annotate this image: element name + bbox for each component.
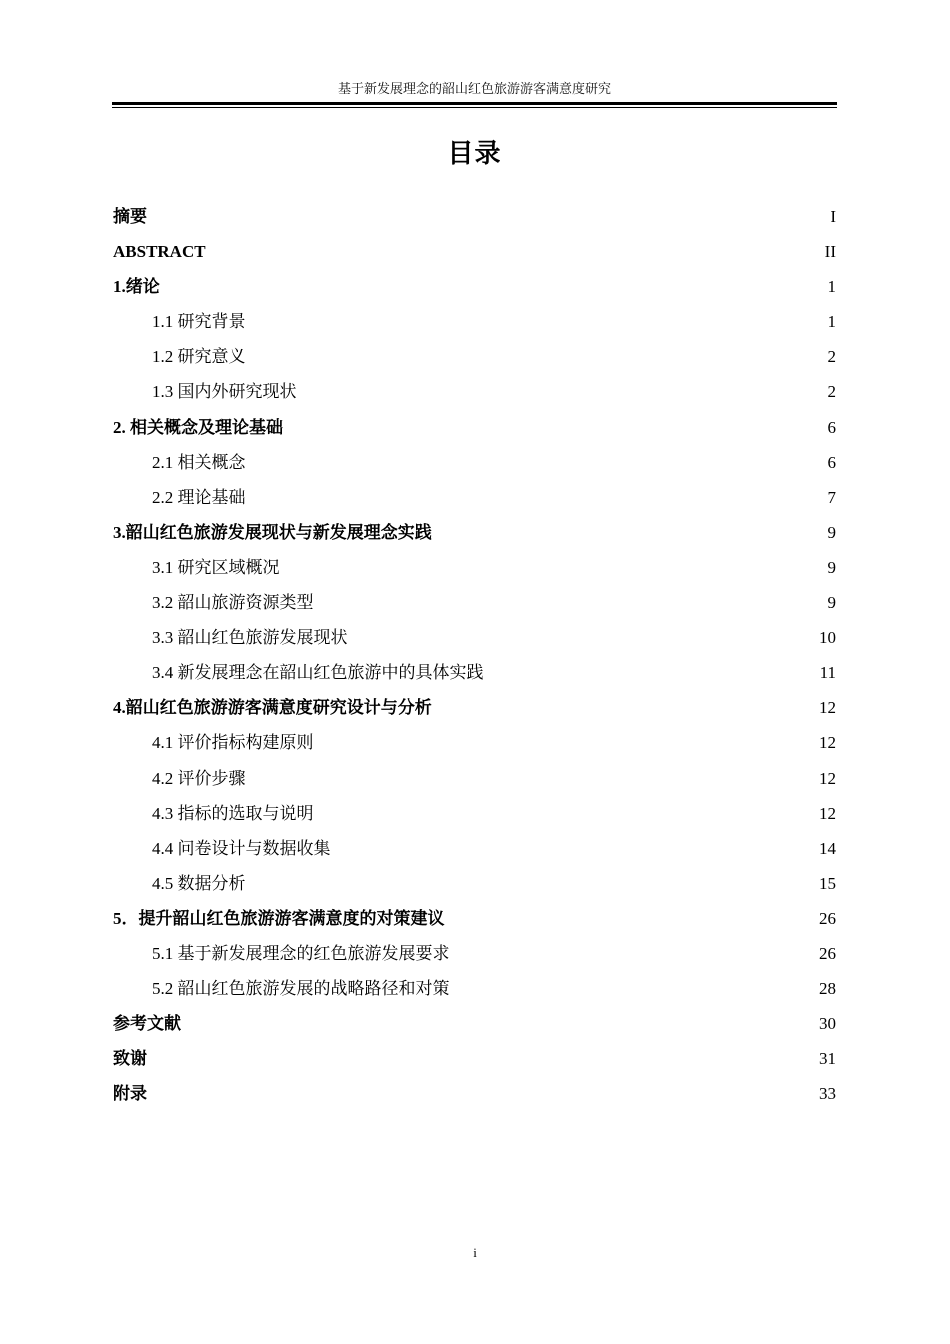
toc-section-entry[interactable] xyxy=(113,445,836,480)
toc-entry-label: 4.2 评价步骤 xyxy=(152,768,246,788)
header-rule-thick xyxy=(112,102,837,105)
toc-entry-page: 1 xyxy=(827,277,836,297)
page-number: i xyxy=(473,1245,477,1260)
toc-chapter-entry[interactable] xyxy=(113,690,836,725)
toc-entry-page: 26 xyxy=(819,943,836,963)
toc-entry-page: 12 xyxy=(819,768,836,788)
toc-entry-page: 9 xyxy=(827,593,836,613)
toc-entry-label: 参考文献 xyxy=(113,1014,181,1034)
toc-section-entry[interactable] xyxy=(113,866,836,901)
toc-entry-label: 2.1 相关概念 xyxy=(152,452,246,472)
toc-section-entry[interactable] xyxy=(113,655,836,690)
toc-entry-label: 4.5 数据分析 xyxy=(152,873,246,893)
toc-entry-page: II xyxy=(824,242,836,262)
toc-section-entry[interactable] xyxy=(113,831,836,866)
toc-section-entry[interactable] xyxy=(113,971,836,1006)
toc-entry-page: 28 xyxy=(819,979,836,999)
toc-entry-label: 4.1 评价指标构建原则 xyxy=(152,733,314,753)
toc-chapter-entry[interactable] xyxy=(113,1076,836,1111)
toc-section-entry[interactable] xyxy=(113,725,836,760)
toc-entry-label: 3.韶山红色旅游发展现状与新发展理念实践 xyxy=(113,522,432,542)
toc-entry-page: 9 xyxy=(827,557,836,577)
toc-entry-label: 1.绪论 xyxy=(113,277,160,297)
toc-chapter-entry[interactable] xyxy=(113,234,836,269)
toc-entry-label: 附录 xyxy=(113,1084,147,1104)
toc-entry-page: 9 xyxy=(827,522,836,542)
toc-entry-page: 1 xyxy=(827,312,836,332)
toc-entry-label: ABSTRACT xyxy=(113,242,206,262)
toc-chapter-entry[interactable] xyxy=(113,410,836,445)
toc-entry-page: 7 xyxy=(827,487,836,507)
toc-entry-label: 4.4 问卷设计与数据收集 xyxy=(152,838,331,858)
toc-entry-label: 1.2 研究意义 xyxy=(152,347,246,367)
toc-section-entry[interactable] xyxy=(113,585,836,620)
toc-entry-label: 2.2 理论基础 xyxy=(152,487,246,507)
toc-section-entry[interactable] xyxy=(113,374,836,409)
toc-entry-page: 2 xyxy=(827,347,836,367)
toc-entry-label: 1.1 研究背景 xyxy=(152,312,246,332)
toc-section-entry[interactable] xyxy=(113,304,836,339)
header-rule-thin xyxy=(112,107,837,108)
toc-entry-label: 5.2 韶山红色旅游发展的战略路径和对策 xyxy=(152,979,450,999)
toc-chapter-entry[interactable] xyxy=(113,1006,836,1041)
toc-entry-page: 31 xyxy=(819,1049,836,1069)
toc-entry-page: 11 xyxy=(819,663,836,683)
running-header: 基于新发展理念的韶山红色旅游游客满意度研究 xyxy=(337,81,611,96)
toc-entry-page: 10 xyxy=(819,628,836,648)
toc-section-entry[interactable] xyxy=(113,936,836,971)
toc-entry-label: 4.3 指标的选取与说明 xyxy=(152,803,314,823)
toc-entry-page: 33 xyxy=(819,1084,836,1104)
toc-section-entry[interactable] xyxy=(113,480,836,515)
page-title: 目录 xyxy=(447,139,502,169)
toc-entry-label: 1.3 国内外研究现状 xyxy=(152,382,297,402)
toc-section-entry[interactable] xyxy=(113,761,836,796)
toc-chapter-entry[interactable] xyxy=(113,515,836,550)
table-of-contents xyxy=(113,199,836,1111)
toc-entry-label: 2. 相关概念及理论基础 xyxy=(113,417,283,437)
toc-entry-label: 3.4 新发展理念在韶山红色旅游中的具体实践 xyxy=(152,663,484,683)
toc-section-entry[interactable] xyxy=(113,796,836,831)
toc-entry-label: 3.2 韶山旅游资源类型 xyxy=(152,593,314,613)
toc-entry-page: 12 xyxy=(819,733,836,753)
toc-section-entry[interactable] xyxy=(113,550,836,585)
toc-entry-label: 4.韶山红色旅游游客满意度研究设计与分析 xyxy=(113,698,432,718)
toc-entry-page: I xyxy=(830,207,836,226)
toc-entry-page: 2 xyxy=(827,382,836,402)
toc-section-entry[interactable] xyxy=(113,620,836,655)
toc-chapter-entry[interactable] xyxy=(113,269,836,304)
toc-entry-page: 30 xyxy=(819,1014,836,1034)
toc-entry-page: 26 xyxy=(819,908,836,928)
toc-entry-label: 致谢 xyxy=(113,1049,147,1069)
toc-entry-page: 12 xyxy=(819,698,836,718)
toc-section-entry[interactable] xyxy=(113,339,836,374)
toc-entry-label: 3.1 研究区域概况 xyxy=(152,557,280,577)
toc-entry-page: 12 xyxy=(819,803,836,823)
toc-entry-label: 3.3 韶山红色旅游发展现状 xyxy=(152,628,348,648)
toc-entry-label: 5．提升韶山红色旅游游客满意度的对策建议 xyxy=(113,908,445,928)
toc-entry-page: 6 xyxy=(827,417,836,437)
toc-entry-page: 14 xyxy=(819,838,836,858)
toc-entry-page: 6 xyxy=(827,452,836,472)
toc-entry-page: 15 xyxy=(819,873,836,893)
toc-entry-label: 摘要 xyxy=(113,207,147,226)
toc-entry-label: 5.1 基于新发展理念的红色旅游发展要求 xyxy=(152,943,450,963)
toc-chapter-entry[interactable] xyxy=(113,1041,836,1076)
toc-chapter-entry[interactable] xyxy=(113,199,836,234)
toc-chapter-entry[interactable] xyxy=(113,901,836,936)
